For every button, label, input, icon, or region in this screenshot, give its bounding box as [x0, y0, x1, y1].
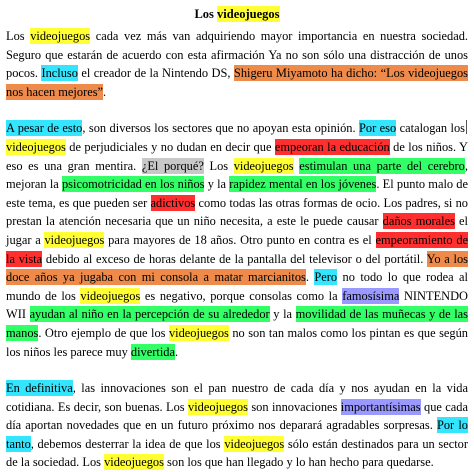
highlight-orange: Yo a los doce años ya jugaba con mi consola a matar marcianitos [6, 251, 468, 285]
text-run: , son diversos los sectores que no apoyan esta opinión. [82, 121, 360, 136]
text-run: que cada día aportan novedades que en un futuro próximo nos deparará agradables sorpresas. [6, 399, 468, 433]
text-run: y la [269, 307, 296, 322]
text-run: para mayores de 18 años. Otro punto en contra es el [104, 232, 376, 247]
text-run: . Otro ejemplo de que los [38, 325, 169, 340]
text-run: y la [204, 177, 230, 192]
highlight-cyan: Incluso [41, 66, 78, 81]
text-run: no son tan malos como los pintan es que según los niños les parece muy [6, 325, 468, 359]
highlight-lavender: famosísima [342, 288, 400, 303]
highlight-yellow: videojuegos [217, 7, 280, 21]
highlight-yellow: videojuegos [44, 232, 105, 247]
highlight-cyan: Por lo tanto [6, 418, 468, 451]
paragraph-conclusion [6, 379, 468, 472]
highlight-green: rapidez mental en los jóvenes [229, 177, 377, 192]
text-run: . [174, 344, 179, 359]
highlight-red: empeoramiento de la vista [6, 232, 469, 266]
highlight-lavender: importantísimas [340, 399, 421, 414]
text-run: de los niños. Y eso es una gran mentira. [6, 139, 468, 173]
text-run: no todo lo que rodea al mundo de los [6, 270, 468, 303]
highlight-yellow: videojuegos [104, 455, 164, 470]
text-run: Los [203, 158, 234, 173]
highlight-green: ayudan al niño en la percepción de su alrededor [29, 307, 270, 322]
text-run: cada vez más van adquiriendo mayor importancia en nuestra sociedad. Seguro que estarán de acuerdo con esta afirmación Ya no son sólo una distracción de unos pocos. [6, 29, 468, 81]
highlight-yellow: videojuegos [224, 436, 285, 451]
text-cursor [466, 120, 467, 134]
highlight-cyan: Por eso [359, 121, 397, 136]
highlight-red: daños morales [382, 214, 455, 229]
text-run: Los [6, 29, 31, 43]
highlight-red: empeoran la educación [274, 139, 390, 154]
paragraph-arguments [6, 119, 468, 361]
highlight-green: estimulan una parte del cerebro [299, 158, 465, 173]
text-run: NINTENDO WII [6, 288, 468, 322]
text-run: son los que han llegado y lo han hecho para quedarse. [163, 455, 434, 470]
highlight-green: psicomotricidad en los niños [61, 177, 205, 192]
text-run: , mejoran la [6, 158, 468, 192]
highlight-yellow: videojuegos [168, 325, 229, 340]
text-run: catalogan los [396, 121, 465, 136]
highlight-green: divertida [130, 344, 175, 359]
highlight-yellow: videojuegos [233, 158, 294, 173]
text-run: son innovaciones [247, 399, 341, 414]
highlight-gray: ¿El porqué? [141, 158, 204, 173]
text-run: . [305, 270, 315, 285]
text-run: es negativo, porque consolas como la [140, 288, 343, 303]
highlight-yellow: videojuegos [6, 139, 66, 154]
highlight-yellow: videojuegos [80, 288, 141, 303]
highlight-cyan: Pero [314, 270, 338, 285]
text-run: , las innovaciones son el pan nuestro de cada día y nos ayudan en la vida cotidiana. Es decir, son buenas. Los [6, 381, 468, 414]
text-run: Los [194, 7, 218, 21]
highlight-orange: Shigeru Miyamoto ha dicho: “Los videojuegos nos hacen mejores” [6, 66, 468, 99]
text-run: el creador de la Nintendo DS, [77, 66, 234, 81]
document-title [6, 6, 468, 22]
text-run: sólo están destinados para un sector de la sociedad. Los [6, 436, 468, 470]
text-run: debido al exceso de horas delante de la pantalla del televisor o del portátil. [42, 251, 427, 266]
text-run: . El punto malo de este tema, es que pueden ser [6, 177, 468, 210]
highlight-yellow: videojuegos [30, 29, 91, 43]
text-run: , debemos desterrar la idea de que los [30, 436, 225, 451]
highlight-red: adictivos [150, 195, 196, 210]
highlight-cyan: En definitiva [6, 381, 73, 396]
highlight-yellow: videojuegos [188, 399, 248, 414]
text-run: el jugar a [6, 214, 468, 247]
text-run: como todas las otras formas de ocio. Los padres, si no prestan la atención necesaria que un niño necesita, a este le puede causar [6, 195, 468, 229]
paragraph-intro [6, 27, 468, 101]
highlight-cyan: A pesar de esto [6, 121, 83, 136]
highlight-green: movilidad de las muñecas y de las manos [6, 307, 469, 340]
text-run: de perjudiciales y no dudan en decir que [65, 139, 275, 154]
text-run: . [103, 84, 107, 99]
